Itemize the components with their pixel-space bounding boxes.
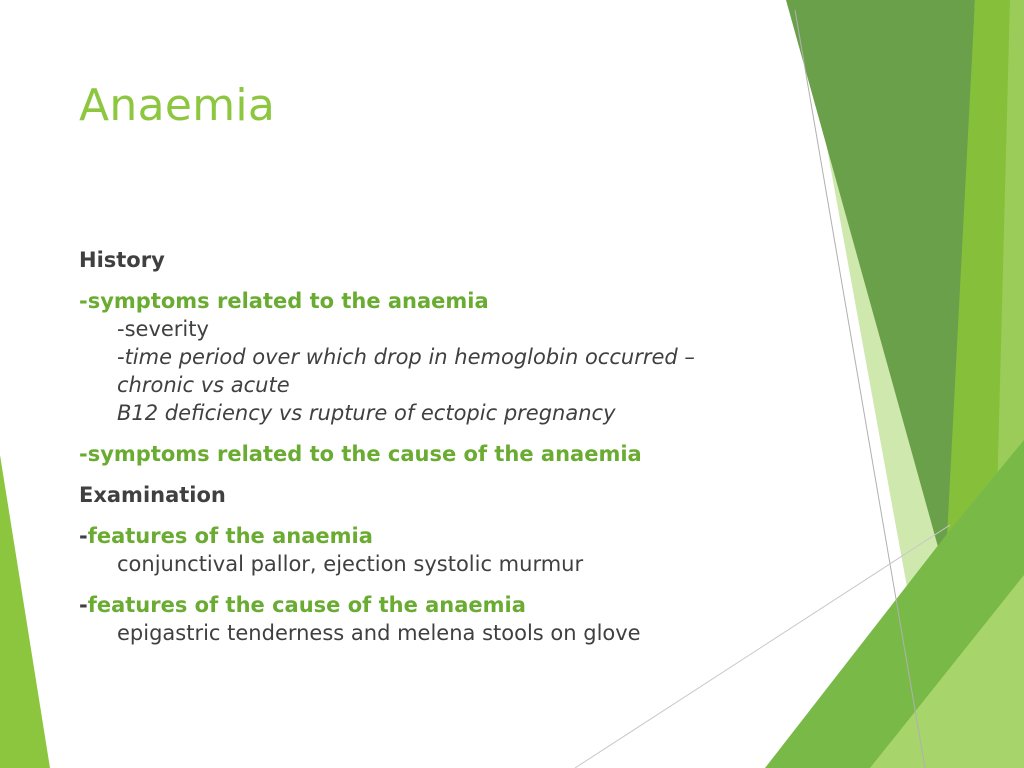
slide-body <box>79 246 779 647</box>
page-title: Anaemia <box>79 80 276 131</box>
history-bullet-2: -symptoms related to the cause of the anaemia <box>79 442 642 466</box>
left-green-sliver <box>0 455 50 768</box>
exam-bullet-2-label: features of the cause of the anaemia <box>87 593 526 617</box>
b12-vs-ectopic-line: B12 deficiency vs rupture of ectopic pregnancy <box>117 401 616 425</box>
exam-bullet-1-detail: conjunctival pallor, ejection systolic murmur <box>117 552 584 576</box>
history-bullet-1-label: -symptoms related to the anaemia <box>79 289 489 313</box>
history-bullet-1 <box>79 287 779 427</box>
time-period-line: -time period over which drop in hemoglobin occurred – <box>117 345 695 369</box>
exam-bullet-2 <box>79 591 779 647</box>
exam-bullet-1 <box>79 522 779 578</box>
history-heading: History <box>79 248 165 272</box>
exam-bullet-2-detail: epigastric tenderness and melena stools on glove <box>117 621 641 645</box>
exam-bullet-1-dash: - <box>79 524 88 548</box>
examination-heading: Examination <box>79 483 226 507</box>
severity-line: -severity <box>117 317 209 341</box>
exam-bullet-2-dash: - <box>79 593 88 617</box>
chronic-vs-acute-line: chronic vs acute <box>117 373 290 397</box>
exam-bullet-1-label: features of the anaemia <box>87 524 373 548</box>
dark-green-facet <box>786 0 975 590</box>
